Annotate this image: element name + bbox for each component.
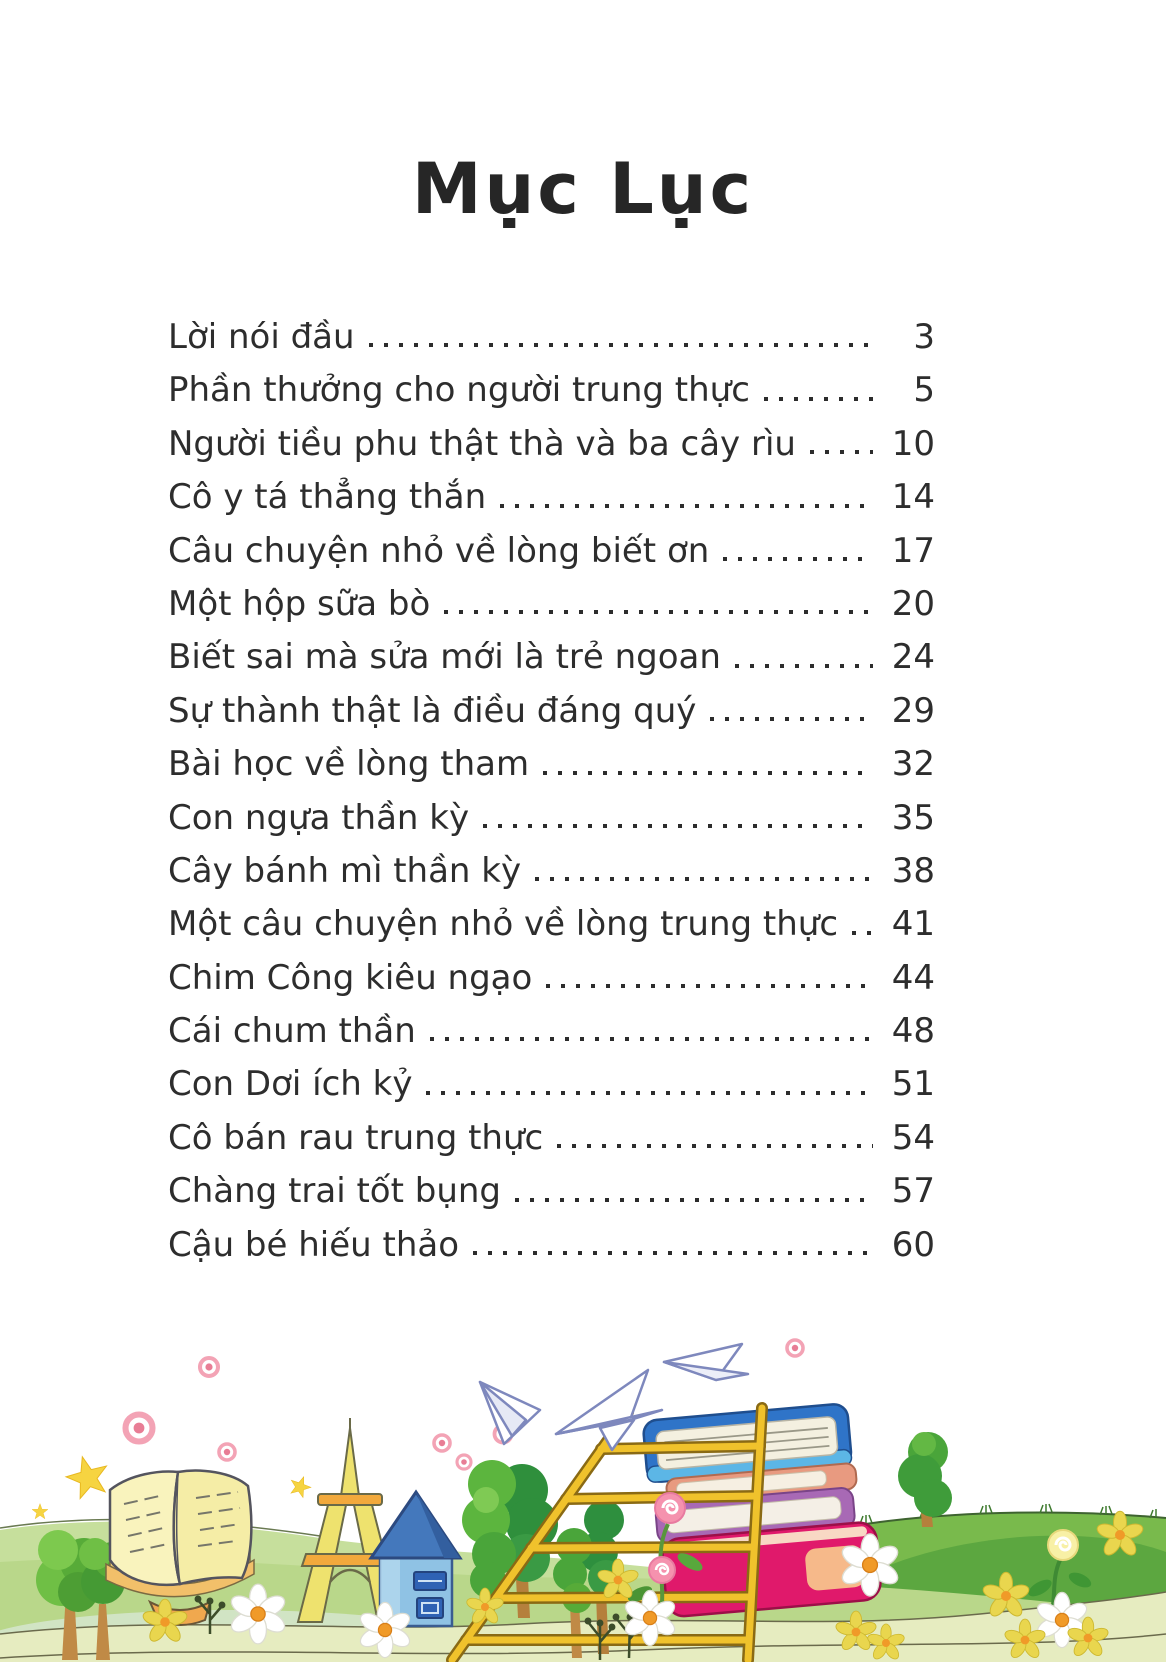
toc-entry-page: 60 <box>891 1224 935 1265</box>
toc-entry-title: Cái chum thần <box>168 1011 416 1052</box>
toc-entry-title: Con ngựa thần kỳ <box>168 797 470 838</box>
toc-entry-page: 38 <box>891 850 935 891</box>
toc-entry-title: Phần thưởng cho người trung thực <box>168 370 750 411</box>
dotted-leader <box>535 877 873 881</box>
toc-entry-title: Bài học về lòng tham <box>168 744 530 785</box>
toc-entry-page: 54 <box>891 1117 935 1158</box>
dotted-leader <box>810 450 873 454</box>
toc-entry-page: 20 <box>891 583 935 624</box>
toc-entry-title: Chàng trai tốt bụng <box>168 1171 501 1212</box>
toc-list <box>168 303 935 1264</box>
toc-entry <box>168 356 935 409</box>
dotted-leader <box>515 1198 873 1202</box>
toc-entry-title: Cây bánh mì thần kỳ <box>168 850 522 891</box>
footer-illustration <box>0 1262 1166 1662</box>
dotted-leader <box>723 557 873 561</box>
dotted-leader <box>543 771 873 775</box>
toc-entry <box>168 303 935 356</box>
toc-entry-page: 17 <box>891 530 935 571</box>
dotted-leader <box>483 824 873 828</box>
toc-entry <box>168 1104 935 1157</box>
toc-entry-page: 32 <box>891 744 935 785</box>
toc-entry <box>168 677 935 730</box>
toc-entry-title: Sự thành thật là điều đáng quý <box>168 690 697 731</box>
small-tree-right <box>898 1432 952 1527</box>
toc-entry-title: Người tiều phu thật thà và ba cây rìu <box>168 423 796 464</box>
toc-entry-title: Câu chuyện nhỏ về lòng biết ơn <box>168 530 710 571</box>
toc-entry-title: Một câu chuyện nhỏ về lòng trung thực <box>168 904 839 945</box>
toc-entry-page: 14 <box>891 477 935 518</box>
toc-entry <box>168 463 935 516</box>
toc-entry-title: Biết sai mà sửa mới là trẻ ngoan <box>168 637 721 678</box>
toc-entry <box>168 1157 935 1210</box>
toc-entry-page: 5 <box>913 370 935 411</box>
toc-entry-page: 3 <box>913 317 935 357</box>
dotted-leader <box>546 984 873 988</box>
toc-entry-page: 48 <box>891 1011 935 1052</box>
toc-entry-title: Chim Công kiêu ngạo <box>168 957 533 998</box>
toc-entry <box>168 944 935 997</box>
dotted-leader <box>557 1144 873 1148</box>
toc-entry-page: 24 <box>891 637 935 678</box>
toc-entry <box>168 517 935 570</box>
toc-entry <box>168 730 935 783</box>
dotted-leader <box>444 610 873 614</box>
toc-entry-title: Một hộp sữa bò <box>168 583 431 624</box>
toc-entry-title: Cô y tá thẳng thắn <box>168 477 487 518</box>
toc-entry-title: Lời nói đầu <box>168 317 355 357</box>
toc-entry <box>168 1050 935 1103</box>
dotted-leader <box>764 397 873 401</box>
toc-entry-page: 41 <box>891 904 935 945</box>
toc-entry <box>168 1211 935 1264</box>
toc-entry-page: 57 <box>891 1171 935 1212</box>
toc-entry-page: 44 <box>891 957 935 998</box>
toc-entry-page: 51 <box>891 1064 935 1105</box>
toc-entry <box>168 410 935 463</box>
toc-entry-title: Cô bán rau trung thực <box>168 1117 544 1158</box>
dotted-leader <box>852 931 873 935</box>
toc-entry-page: 35 <box>891 797 935 838</box>
toc-entry-page: 29 <box>891 690 935 731</box>
toc-entry <box>168 570 935 623</box>
toc-entry-page: 10 <box>891 423 935 464</box>
toc-entry <box>168 890 935 943</box>
toc-entry <box>168 837 935 890</box>
dotted-leader <box>710 717 873 721</box>
toc-entry <box>168 784 935 837</box>
page-title: Mục Lục <box>411 148 755 230</box>
dotted-leader <box>500 504 873 508</box>
toc-entry-title: Cậu bé hiếu thảo <box>168 1224 460 1265</box>
dotted-leader <box>369 343 873 347</box>
toc-entry <box>168 997 935 1050</box>
dotted-leader <box>473 1251 873 1255</box>
dotted-leader <box>430 1037 873 1041</box>
dotted-leader <box>735 664 873 668</box>
dotted-leader <box>426 1091 873 1095</box>
toc-entry <box>168 623 935 676</box>
toc-entry-title: Con Dơi ích kỷ <box>168 1064 413 1105</box>
